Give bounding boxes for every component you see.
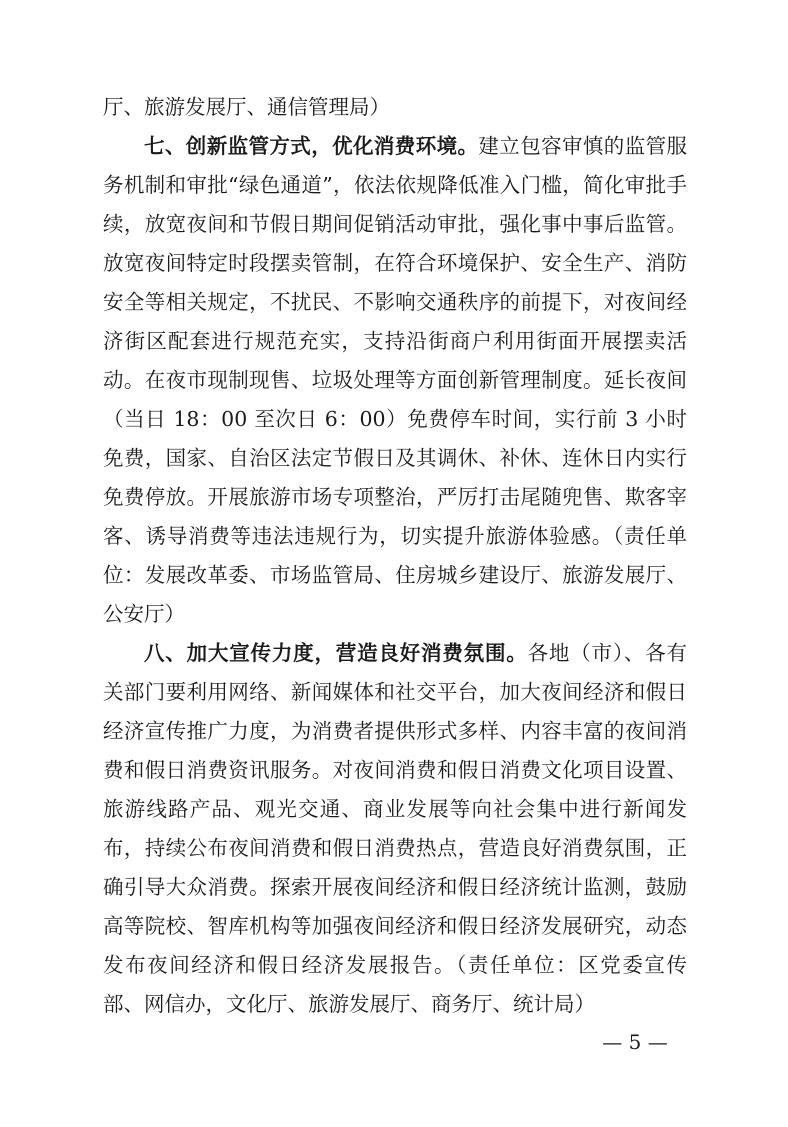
section-eight-paragraph	[103, 634, 687, 1024]
page-number: — 5 —	[602, 1030, 668, 1054]
section-eight-heading: 八、加大宣传力度，营造良好消费氛围。	[144, 641, 528, 665]
document-body	[103, 88, 687, 1024]
section-seven-body: 建立包容审慎的监管服务机制和审批“绿色通道”，依法依规降低准入门槛，简化审批手续，放宽夜间和节假日期间促销活动审批，强化事中事后监管。放宽夜间特定时段摆卖管制，在符合环境保护、安全生产、消防安全等相关规定，不扰民、不影响交通秩序的前提下，对夜间经济街区配套进行规范充实，支持沿街商户利用街面开展摆卖活动。在夜市现制现售、垃圾处理等方面创新管理制度。延长夜间（当日 18：00 至次日 6：00）免费停车时间，实行前 3 小时免费，国家、自治区法定节假日及其调休、补休、连休日内实行免费停放。开展旅游市场专项整治，严厉打击尾随兜售、欺客宰客、诱导消费等违法违规行为，切实提升旅游体验感。（责任单位：发展改革委、市场监管局、住房城乡建设厅、旅游发展厅、公安厅）	[103, 134, 688, 626]
continuation-paragraph: 厅、旅游发展厅、通信管理局）	[103, 95, 390, 119]
section-seven-heading: 七、创新监管方式，优化消费环境。	[144, 134, 479, 158]
section-seven-paragraph	[103, 127, 687, 634]
section-eight-body: 各地（市）、各有关部门要利用网络、新闻媒体和社交平台，加大夜间经济和假日经济宣传推广力度，为消费者提供形式多样、内容丰富的夜间消费和假日消费资讯服务。对夜间消费和假日消费文化项目设置、旅游线路产品、观光交通、商业发展等向社会集中进行新闻发布，持续公布夜间消费和假日消费热点，营造良好消费氛围，正确引导大众消费。探索开展夜间经济和假日经济统计监测，鼓励高等院校、智库机构等加强夜间经济和假日经济发展研究，动态发布夜间经济和假日经济发展报告。（责任单位：区党委宣传部、网信办，文化厅、旅游发展厅、商务厅、统计局）	[103, 641, 688, 1016]
